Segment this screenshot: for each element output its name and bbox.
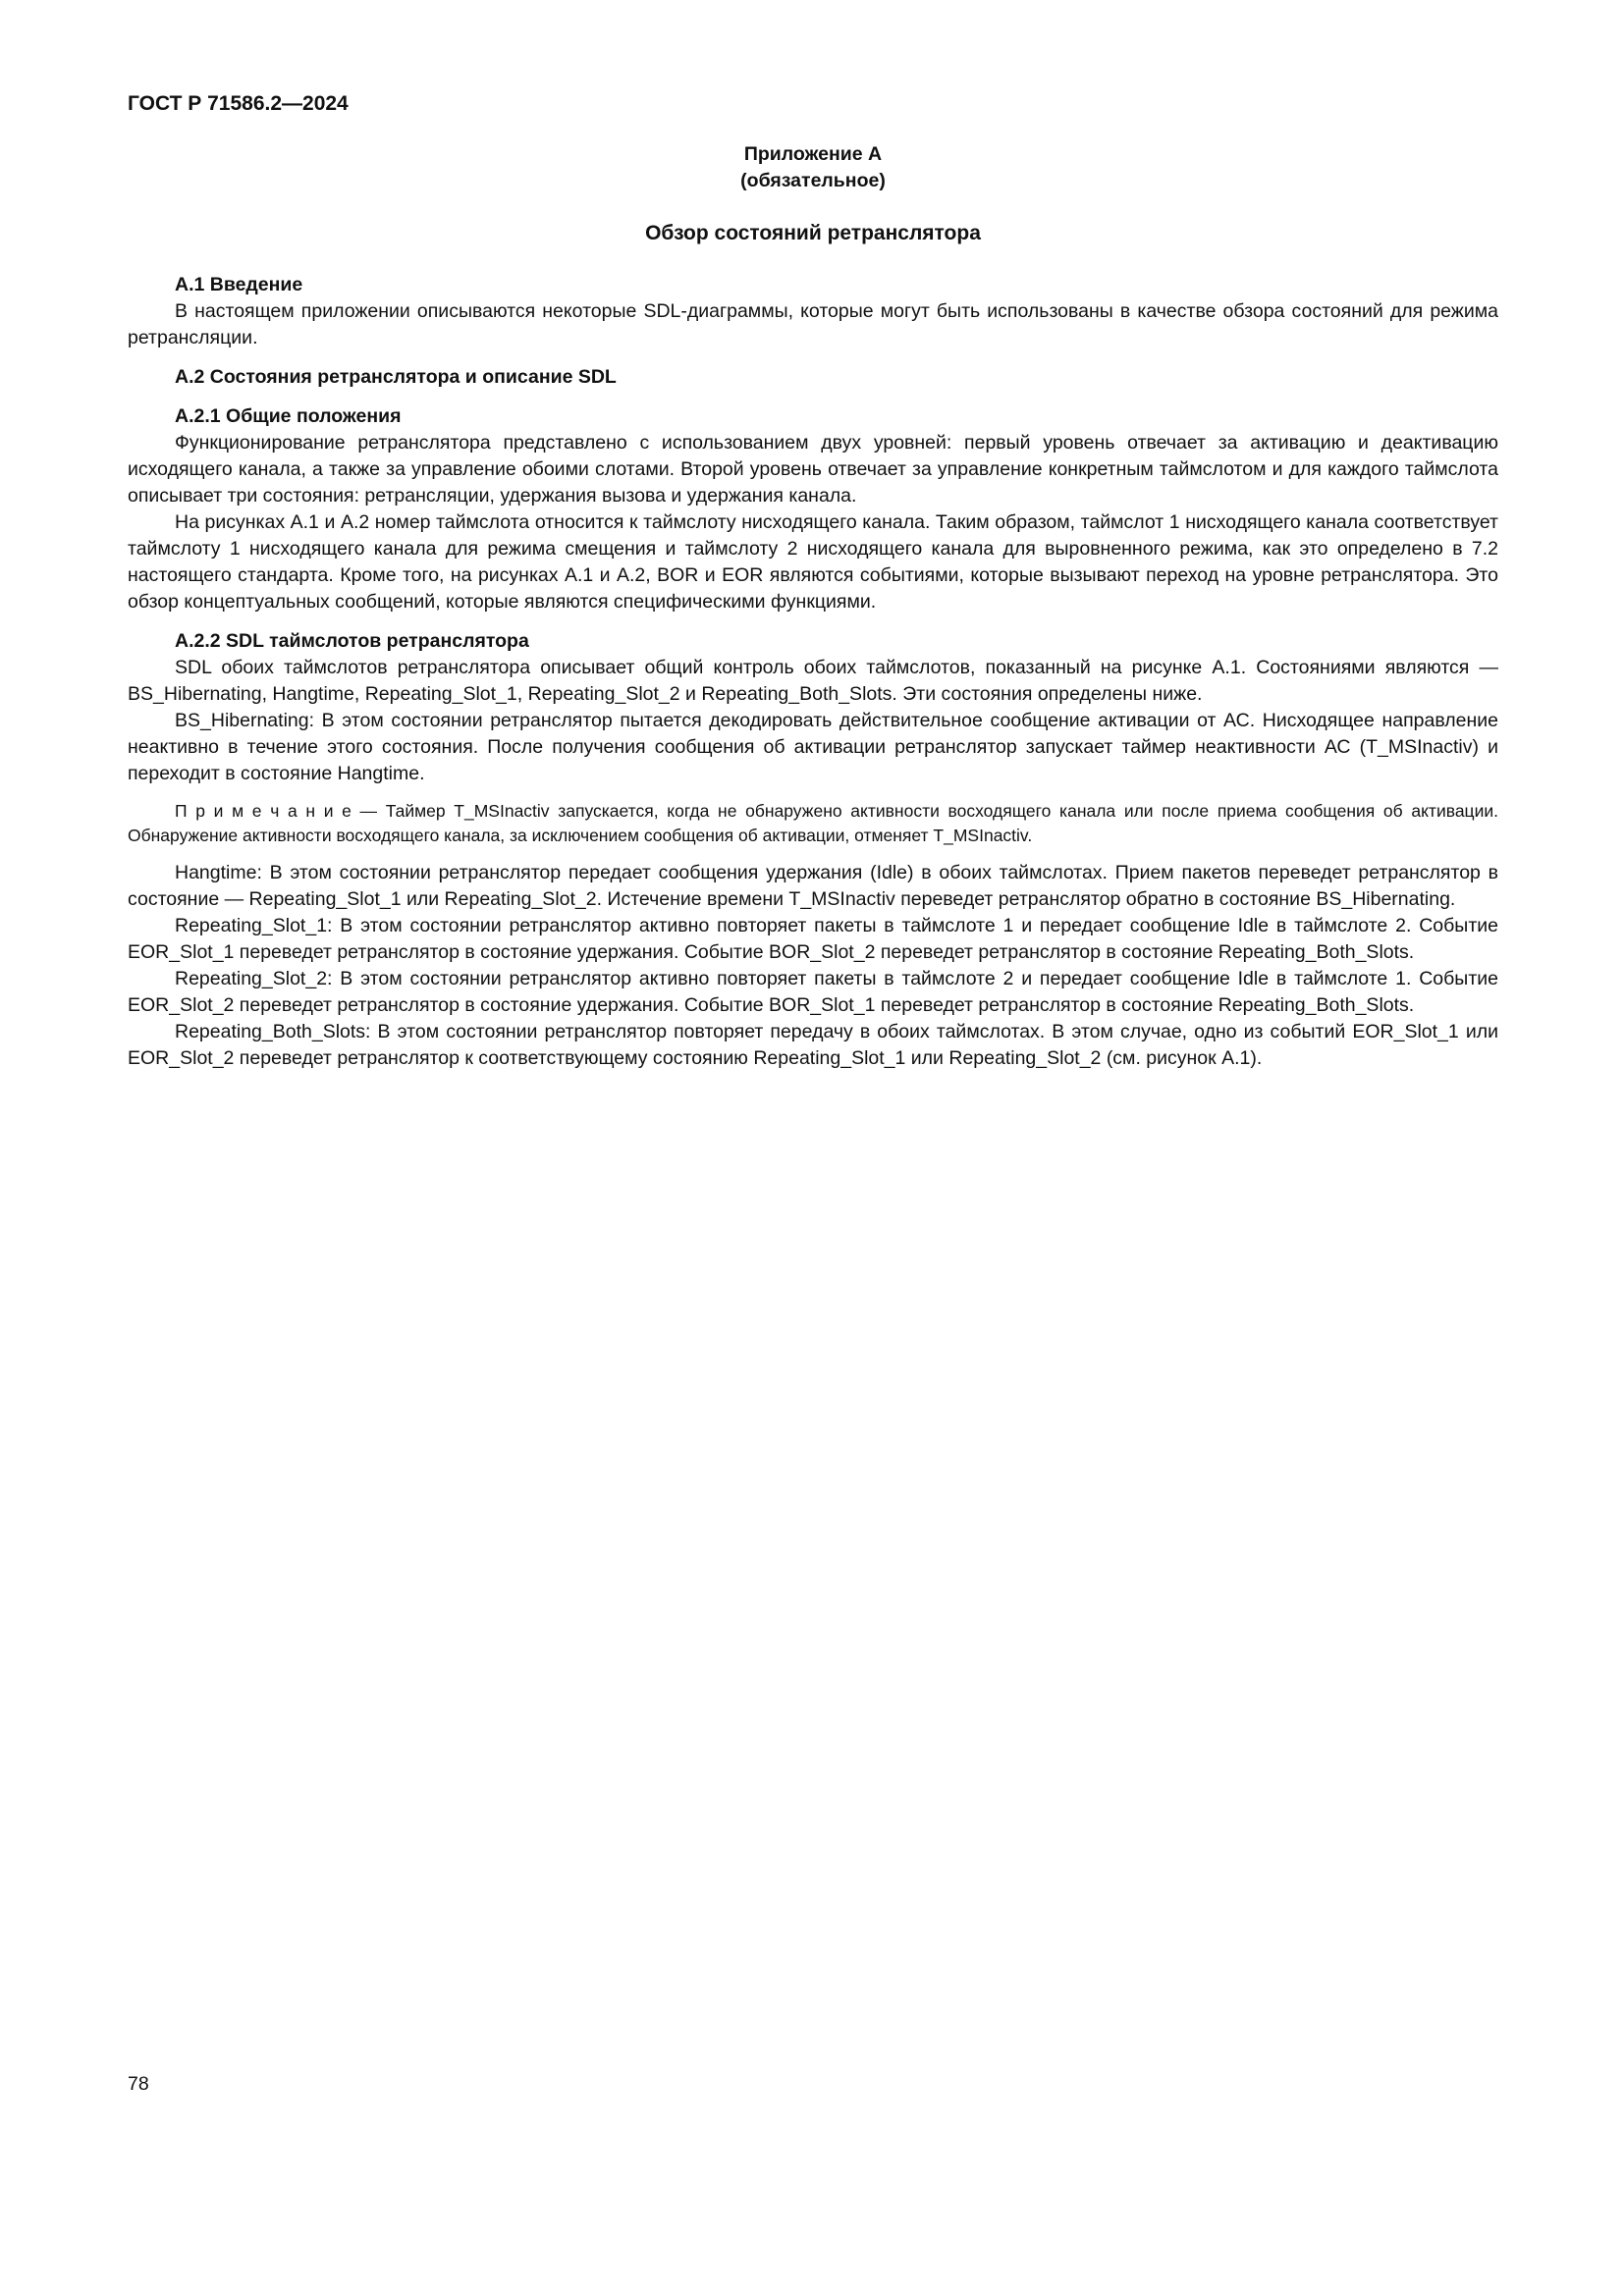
page-content bbox=[128, 92, 1498, 1072]
section-heading-a1: А.1 Введение bbox=[175, 274, 303, 295]
appendix-title: Обзор состояний ретранслятора bbox=[645, 222, 981, 244]
paragraph-repeating-slot-2: Repeating_Slot_2: В этом состоянии ретранслятор активно повторяет пакеты в таймслоте 2 и передает сообщение Idle в таймслоте 1. Событие EOR_Slot_2 переведет ретранслятор в состояние удержания. Событие BOR_Slot_1 переведет ретранслятор в состояние Repeating_Both_Slots. bbox=[128, 968, 1498, 1016]
paragraph-repeating-slot-1: Repeating_Slot_1: В этом состоянии ретранслятор активно повторяет пакеты в таймслоте 1 и передает сообщение Idle в таймслоте 2. Событие EOR_Slot_1 переведет ретранслятор в состояние удержания. Событие BOR_Slot_2 переведет ретранслятор в состояние Repeating_Both_Slots. bbox=[128, 915, 1498, 963]
paragraph-figures: На рисунках А.1 и А.2 номер таймслота относится к таймслоту нисходящего канала. Таким образом, таймслот 1 нисходящего канала соответствует таймслоту 1 нисходящего канала для режима смещения и таймслоту 2 нисходящего канала для выровненного режима, как это определено в 7.2 настоящего стандарта. Кроме того, на рисунках А.1 и А.2, BOR и EOR являются событиями, которые вызывают переход на уровне ретранслятора. Это обзор концептуальных сообщений, которые являются специфическими функциями. bbox=[128, 511, 1498, 613]
section-heading-a21: А.2.1 Общие положения bbox=[175, 405, 402, 427]
paragraph-sdl-overview: SDL обоих таймслотов ретранслятора описывает общий контроль обоих таймслотов, показанный на рисунке А.1. Состояниями являются — BS_Hibernating, Hangtime, Repeating_Slot_1, Repeating_Slot_2 и Repeating_Both_Slots. Эти состояния определены ниже. bbox=[128, 657, 1498, 705]
note-paragraph: П р и м е ч а н и е — Таймер T_MSInactiv запускается, когда не обнаружено активности восходящего канала или после приема сообщения об активации. Обнаружение активности восходящего канала, за исключением сообщения об активации, отменяет T_MSInactiv. bbox=[128, 801, 1498, 845]
paragraph-intro: В настоящем приложении описываются некоторые SDL-диаграммы, которые могут быть использованы в качестве обзора состояний для режима ретрансляции. bbox=[128, 300, 1498, 348]
appendix-kind: (обязательное) bbox=[740, 170, 886, 191]
paragraph-functioning: Функционирование ретранслятора представлено с использованием двух уровней: первый уровень отвечает за активацию и деактивацию исходящего канала, а также за управление обоими слотами. Второй уровень отвечает за управление конкретным таймслотом и для каждого таймслота описывает три состояния: ретрансляции, удержания вызова и удержания канала. bbox=[128, 432, 1498, 507]
section-heading-a2: А.2 Состояния ретранслятора и описание SDL bbox=[175, 366, 617, 388]
page-number: 78 bbox=[128, 2073, 149, 2095]
appendix-label: Приложение А bbox=[743, 143, 883, 165]
document-number: ГОСТ Р 71586.2—2024 bbox=[128, 92, 349, 115]
paragraph-repeating-both-slots: Repeating_Both_Slots: В этом состоянии ретранслятор повторяет передачу в обоих таймслотах. В этом случае, одно из событий EOR_Slot_1 или EOR_Slot_2 переведет ретранслятор к соответствующему состоянию Repeating_Slot_1 или Repeating_Slot_2 (см. рисунок А.1). bbox=[128, 1021, 1498, 1069]
section-heading-a22: А.2.2 SDL таймслотов ретранслятора bbox=[175, 630, 529, 652]
paragraph-hangtime: Hangtime: В этом состоянии ретранслятор передает сообщения удержания (Idle) в обоих таймслотах. Прием пакетов переведет ретранслятор в состояние — Repeating_Slot_1 или Repeating_Slot_2. Истечение времени T_MSInactiv переведет ретранслятор обратно в состояние BS_Hibernating. bbox=[128, 862, 1498, 910]
paragraph-bs-hibernating: BS_Hibernating: В этом состоянии ретранслятор пытается декодировать действительное сообщение активации от АС. Нисходящее направление неактивно в течение этого состояния. После получения сообщения об активации ретранслятор запускает таймер неактивности АС (T_MSInactiv) и переходит в состояние Hangtime. bbox=[128, 710, 1498, 784]
